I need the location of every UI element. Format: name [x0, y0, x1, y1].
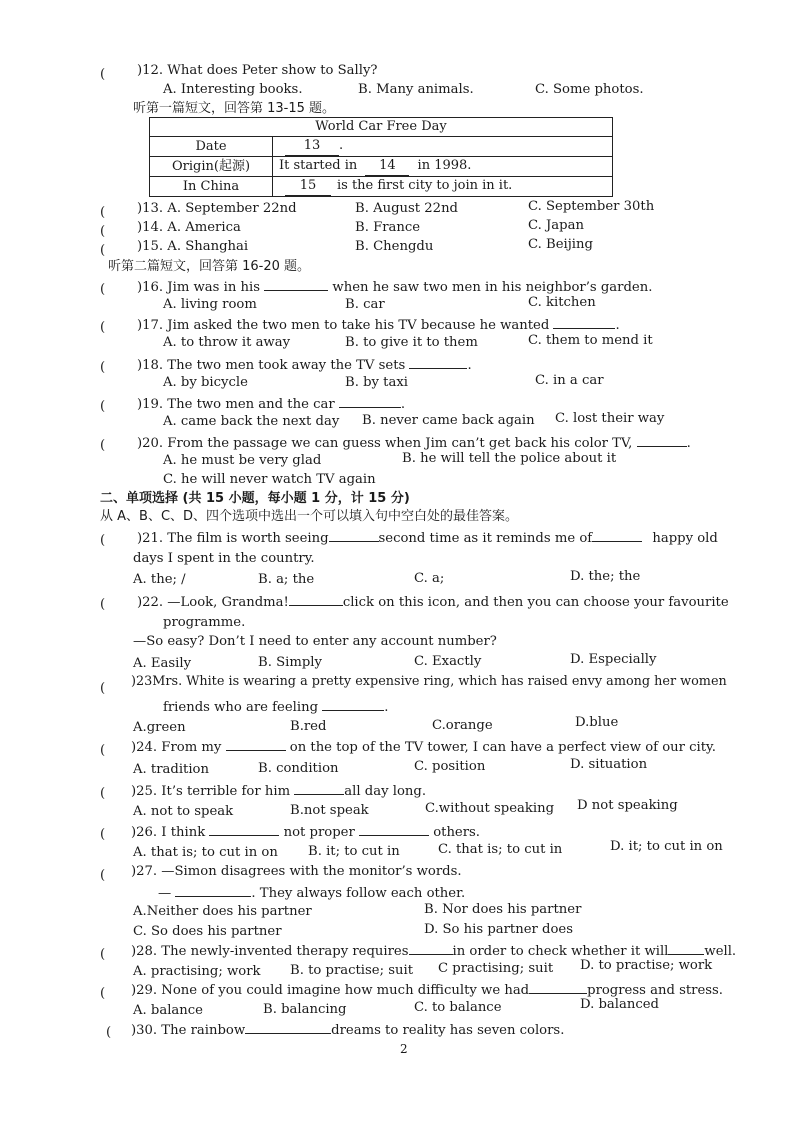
question-23-line-2 [163, 697, 388, 717]
answer-blank [668, 941, 704, 955]
answer-blank [175, 883, 251, 897]
answer-paren: ( [100, 533, 106, 548]
stem-text: )26. I think [131, 825, 206, 840]
q20-option-c: C. he will never watch TV again [163, 472, 376, 487]
question-30-stem [131, 1020, 564, 1040]
q17-option-b: B. to give it to them [345, 335, 478, 350]
q27-option-a: A.Neither does his partner [133, 904, 312, 919]
passage-2-intro: 听第二篇短文，回答第 16-20 题。 [108, 259, 311, 274]
answer-blank [329, 528, 379, 542]
q23-option-b: B.red [290, 719, 327, 734]
q19-option-b: B. never came back again [362, 413, 535, 428]
q21-option-a: A. the; / [133, 572, 186, 587]
question-22-line-2: programme. [163, 615, 246, 630]
answer-blank [409, 355, 467, 369]
stem-text: in order to check whether it will [452, 944, 669, 959]
stem-text: when he saw two men in his neighbor’s garden. [332, 280, 653, 295]
q13-option-c: C. September 30th [528, 199, 655, 214]
q29-option-c: C. to balance [414, 1000, 502, 1015]
table-row-post: . [339, 138, 344, 153]
stem-text: — [158, 886, 172, 901]
q29-option-d: D. balanced [580, 997, 659, 1012]
stem-text: )18. The two men took away the TV sets [137, 358, 406, 373]
q27-option-b: B. Nor does his partner [424, 902, 582, 917]
stem-text: )22. —Look, Grandma! [137, 595, 289, 610]
stem-text: on the top of the TV tower, I can have a perfect view of our city. [289, 740, 716, 755]
q23-option-d: D.blue [575, 715, 619, 730]
stem-text: )19. The two men and the car [137, 397, 335, 412]
passage-1-intro: 听第一篇短文，回答第 13-15 题。 [133, 101, 336, 116]
answer-paren: ( [100, 67, 106, 82]
answer-paren: ( [100, 868, 106, 883]
q27-option-d: D. So his partner does [424, 922, 573, 937]
q24-option-c: C. position [414, 759, 486, 774]
answer-paren: ( [100, 360, 106, 375]
q28-option-a: A. practising; work [133, 964, 261, 979]
answer-paren: ( [100, 399, 106, 414]
question-13-stem: )13. A. September 22nd [137, 201, 297, 216]
table-row-label: Origin(起源) [150, 157, 273, 177]
question-22-line-3: —So easy? Don’t I need to enter any account number? [133, 634, 497, 649]
table-row [150, 177, 613, 197]
stem-text: not proper [283, 825, 355, 840]
q25-option-c: C.without speaking [425, 801, 555, 816]
table-row-label: In China [150, 177, 273, 197]
q14-option-c: C. Japan [528, 218, 584, 233]
answer-blank [209, 822, 279, 836]
q27-option-c: C. So does his partner [133, 924, 282, 939]
q22-option-c: C. Exactly [414, 654, 482, 669]
answer-blank [637, 433, 687, 447]
stem-text: happy old [652, 531, 718, 546]
answer-blank [359, 822, 429, 836]
answer-paren: ( [100, 986, 106, 1001]
stem-text: )17. Jim asked the two men to take his TV because he wanted [137, 318, 550, 333]
q12-option-b: B. Many animals. [358, 82, 474, 97]
stem-text: friends who are feeling [163, 700, 319, 715]
stem-text: )20. From the passage we can guess when Jim can’t get back his color TV, [137, 436, 633, 451]
stem-text: )30. The rainbow [131, 1023, 246, 1038]
stem-text: . [400, 397, 406, 412]
q15-option-c: C. Beijing [528, 237, 593, 252]
q28-option-d: D. to practise; work [580, 958, 713, 973]
question-27-line-2 [158, 883, 465, 903]
stem-text: all day long. [344, 784, 427, 799]
q12-option-c: C. Some photos. [535, 82, 644, 97]
stem-text: . [384, 700, 389, 715]
q26-option-d: D. it; to cut in on [610, 839, 723, 854]
q20-option-b: B. he will tell the police about it [402, 451, 617, 466]
stem-text: click on this icon, and then you can choose your favourite [342, 595, 729, 610]
answer-paren: ( [100, 597, 106, 612]
blank-14: 14 [365, 157, 409, 176]
q16-option-b: B. car [345, 297, 385, 312]
answer-paren: ( [100, 786, 106, 801]
table-row [150, 137, 613, 157]
stem-text: )28. The newly-invented therapy requires [131, 944, 409, 959]
stem-text: )25. It’s terrible for him [131, 784, 291, 799]
q17-option-c: C. them to mend it [528, 333, 653, 348]
answer-blank [592, 528, 642, 542]
q14-option-b: B. France [355, 220, 421, 235]
stem-text: others. [433, 825, 481, 840]
stem-text: . [467, 358, 472, 373]
q12-option-a: A. Interesting books. [163, 82, 303, 97]
table-row-value [273, 157, 613, 177]
q29-option-b: B. balancing [263, 1002, 347, 1017]
q24-option-a: A. tradition [133, 762, 209, 777]
question-23-stem: )23Mrs. White is wearing a pretty expensive ring, which has raised envy among her women [131, 674, 727, 689]
q26-option-a: A. that is; to cut in on [133, 845, 278, 860]
table-row-label: Date [150, 137, 273, 157]
question-18-stem [137, 355, 472, 375]
answer-paren: ( [100, 438, 106, 453]
section-2-title: 二、单项选择 (共 15 小题，每小题 1 分，计 15 分) [100, 491, 410, 506]
stem-text: . [686, 436, 691, 451]
q28-option-c: C practising; suit [438, 961, 554, 976]
answer-paren: ( [100, 320, 106, 335]
q21-option-b: B. a; the [258, 572, 315, 587]
stem-text: progress and stress. [587, 983, 723, 998]
q20-option-a: A. he must be very glad [163, 453, 322, 468]
stem-text: )29. None of you could imagine how much difficulty we had [131, 983, 530, 998]
stem-text: )21. The film is worth seeing [137, 531, 329, 546]
q21-option-c: C. a; [414, 571, 445, 586]
stem-text: )16. Jim was in his [137, 280, 261, 295]
stem-text: second time as it reminds me of [378, 531, 593, 546]
q22-option-d: D. Especially [570, 652, 657, 667]
answer-blank [339, 394, 401, 408]
answer-paren: ( [100, 681, 106, 696]
q26-option-c: C. that is; to cut in [438, 842, 563, 857]
q19-option-a: A. came back the next day [163, 414, 340, 429]
answer-blank [409, 941, 453, 955]
table-row-value [273, 177, 613, 197]
table-row-post: in 1998. [417, 158, 472, 173]
q15-option-b: B. Chengdu [355, 239, 434, 254]
blank-15: 15 [285, 177, 331, 196]
world-car-free-day-table [149, 117, 613, 197]
q24-option-d: D. situation [570, 757, 648, 772]
question-12-stem: )12. What does Peter show to Sally? [137, 63, 378, 78]
question-24-stem [131, 737, 716, 757]
answer-paren: ( [100, 947, 106, 962]
answer-paren: ( [100, 827, 106, 842]
table-row-post: is the first city to join in it. [337, 178, 513, 193]
section-2-instructions: 从 A、B、C、D、四个选项中选出一个可以填入句中空白处的最佳答案。 [100, 509, 519, 524]
q18-option-b: B. by taxi [345, 375, 408, 390]
answer-blank [264, 277, 328, 291]
answer-paren: ( [100, 743, 106, 758]
question-26-stem [131, 822, 480, 842]
q25-option-a: A. not to speak [133, 804, 234, 819]
q28-option-b: B. to practise; suit [290, 963, 414, 978]
table-row-pre: It started in [279, 158, 358, 173]
q26-option-b: B. it; to cut in [308, 844, 400, 859]
question-27-stem: )27. —Simon disagrees with the monitor’s words. [131, 864, 462, 879]
stem-text: )24. From my [131, 740, 222, 755]
answer-blank [289, 592, 343, 606]
answer-blank [226, 737, 286, 751]
question-14-stem: )14. A. America [137, 220, 241, 235]
question-25-stem [131, 781, 426, 801]
answer-blank [294, 781, 344, 795]
answer-paren: ( [100, 282, 106, 297]
q25-option-b: B.not speak [290, 803, 369, 818]
table-row-value [273, 137, 613, 157]
answer-blank [529, 980, 587, 994]
table-title: World Car Free Day [150, 118, 613, 137]
q23-option-c: C.orange [432, 718, 493, 733]
blank-13: 13 [285, 137, 339, 156]
q25-option-d: D not speaking [577, 798, 678, 813]
stem-text: . [615, 318, 620, 333]
q22-option-a: A. Easily [133, 656, 192, 671]
stem-text: well. [704, 944, 737, 959]
question-15-stem: )15. A. Shanghai [137, 239, 249, 254]
question-21-stem [137, 528, 718, 548]
table-row [150, 157, 613, 177]
q18-option-c: C. in a car [535, 373, 604, 388]
question-19-stem [137, 394, 405, 414]
q16-option-c: C. kitchen [528, 295, 596, 310]
question-21-line-2: days I spent in the country. [133, 551, 315, 566]
q18-option-a: A. by bicycle [163, 375, 248, 390]
answer-paren: ( [100, 205, 106, 220]
q19-option-c: C. lost their way [555, 411, 665, 426]
q16-option-a: A. living room [163, 297, 257, 312]
q24-option-b: B. condition [258, 761, 339, 776]
q22-option-b: B. Simply [258, 655, 322, 670]
stem-text: . They always follow each other. [251, 886, 466, 901]
question-22-stem [137, 592, 729, 612]
answer-paren: ( [100, 243, 106, 258]
q21-option-d: D. the; the [570, 569, 641, 584]
q23-option-a: A.green [133, 720, 186, 735]
q17-option-a: A. to throw it away [163, 335, 291, 350]
answer-paren: ( [106, 1025, 112, 1040]
q29-option-a: A. balance [133, 1003, 203, 1018]
stem-text: dreams to reality has seven colors. [331, 1023, 565, 1038]
q13-option-b: B. August 22nd [355, 201, 459, 216]
answer-blank [245, 1020, 331, 1034]
answer-blank [553, 315, 615, 329]
answer-blank [322, 697, 384, 711]
answer-paren: ( [100, 224, 106, 239]
page-number: 2 [400, 1042, 408, 1056]
